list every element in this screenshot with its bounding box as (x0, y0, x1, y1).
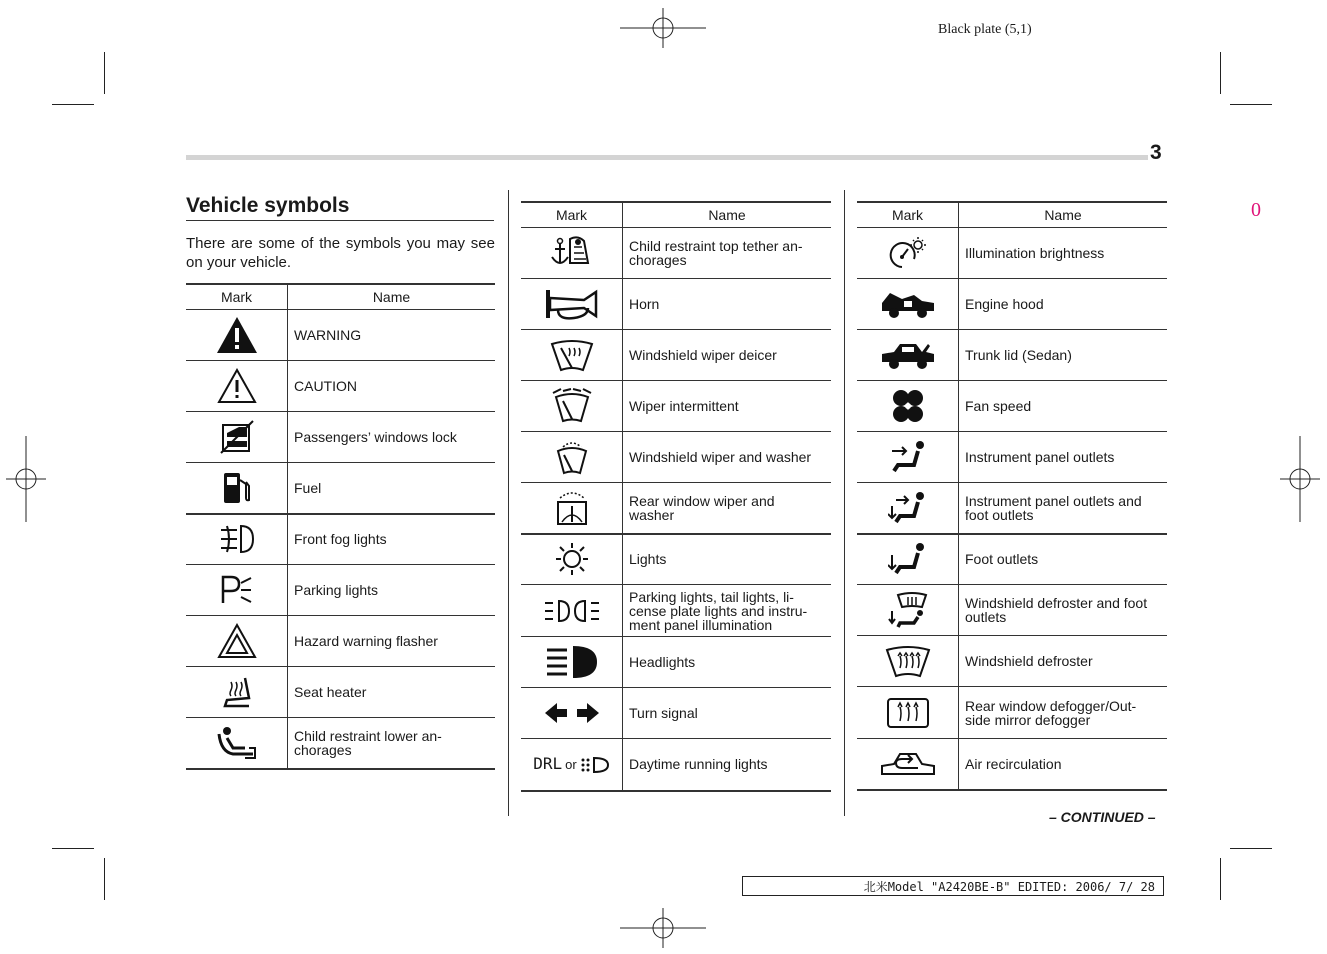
symbol-name: Horn (623, 279, 832, 330)
lights-icon (554, 541, 590, 577)
symbol-name: Rear window defogger/Out- side mirror defogger (959, 687, 1168, 739)
symbol-name: Windshield wiper deicer (623, 330, 832, 381)
crop-mark (104, 858, 105, 900)
engine-hood-icon (880, 289, 936, 319)
continued-label: – CONTINUED – (1049, 809, 1156, 825)
horn-icon (544, 286, 600, 322)
symbol-name: Foot outlets (959, 534, 1168, 585)
registration-mark-icon (620, 908, 706, 948)
child-seat-lower-anchor-icon (215, 724, 259, 762)
fan-icon (890, 388, 926, 424)
parking-tail-lights-icon (543, 599, 601, 623)
defrost-foot-icon (888, 591, 928, 629)
symbol-name: Lights (623, 534, 832, 585)
symbol-name: Windshield wiper and washer (623, 432, 832, 483)
symbol-name: Trunk lid (Sedan) (959, 330, 1168, 381)
wiper-deicer-icon (549, 338, 595, 372)
crop-mark (1220, 858, 1221, 900)
panel-foot-outlets-icon (888, 490, 928, 526)
symbol-name: Daytime running lights (623, 739, 832, 791)
rear-wiper-washer-icon (554, 490, 590, 526)
drl-icon (580, 756, 610, 774)
column-header-name: Name (959, 202, 1168, 228)
chapter-number: 3 (1150, 141, 1162, 164)
symbol-name: Child restraint lower an- chorages (288, 718, 496, 769)
front-fog-light-icon (217, 522, 257, 556)
window-lock-icon (219, 419, 255, 455)
plate-label: Black plate (5,1) (938, 22, 1032, 37)
trunk-lid-icon (880, 340, 936, 370)
column-divider (844, 190, 845, 816)
parking-light-icon (219, 573, 255, 607)
headlight-icon (545, 644, 599, 680)
windshield-defroster-icon (884, 644, 932, 678)
symbol-name: CAUTION (288, 361, 496, 412)
column-header-name: Name (288, 284, 496, 310)
symbol-name: Child restraint top tether an- chorages (623, 228, 832, 279)
column-header-mark: Mark (521, 202, 623, 228)
crop-mark (104, 52, 105, 94)
symbol-name: Rear window wiper and washer (623, 483, 832, 534)
or-text: or (565, 757, 577, 773)
wiper-washer-icon (555, 439, 589, 475)
symbol-table-1 (186, 283, 495, 770)
symbol-name: Fan speed (959, 381, 1168, 432)
rear-defogger-icon (886, 697, 930, 729)
caution-triangle-icon (217, 368, 257, 404)
intro-text: There are some of the symbols you may see on your vehicle. (186, 235, 495, 271)
symbol-name: Fuel (288, 463, 496, 514)
column-header-mark: Mark (186, 284, 288, 310)
symbol-name: Air recirculation (959, 739, 1168, 790)
turn-signal-icon (543, 701, 601, 725)
air-recirculation-icon (880, 750, 936, 778)
symbol-table-2 (521, 201, 831, 792)
symbol-name: Engine hood (959, 279, 1168, 330)
symbol-name: WARNING (288, 310, 496, 361)
symbol-table-3 (857, 201, 1167, 791)
column-header-name: Name (623, 202, 832, 228)
panel-outlets-icon (888, 439, 928, 475)
foot-outlets-icon (888, 541, 928, 577)
symbol-name: Wiper intermittent (623, 381, 832, 432)
symbol-name: Instrument panel outlets and foot outlets (959, 483, 1168, 534)
crop-mark (1230, 104, 1272, 105)
child-seat-tether-icon (548, 233, 596, 273)
column-header-mark: Mark (857, 202, 959, 228)
hazard-flasher-icon (217, 623, 257, 659)
symbol-name: Front fog lights (288, 514, 496, 565)
crop-mark (52, 848, 94, 849)
drl-text: DRL (533, 754, 563, 774)
warning-triangle-filled-icon (215, 315, 259, 355)
wiper-intermittent-icon (551, 387, 593, 425)
crop-mark (1220, 52, 1221, 94)
seat-heater-icon (219, 674, 255, 710)
crop-mark (52, 104, 94, 105)
symbol-name: Hazard warning flasher (288, 616, 496, 667)
symbol-name: Turn signal (623, 688, 832, 739)
symbol-name: Passengers’ windows lock (288, 412, 496, 463)
margin-mark: 0 (1251, 199, 1261, 221)
symbol-name: Parking lights (288, 565, 496, 616)
symbol-name: Illumination brightness (959, 228, 1168, 279)
section-title: Vehicle symbols (186, 194, 494, 221)
fuel-pump-icon (221, 470, 253, 506)
symbol-name: Windshield defroster (959, 636, 1168, 687)
registration-mark-icon (6, 436, 46, 522)
footer-edit-info: 北米Model "A2420BE-B" EDITED: 2006/ 7/ 28 (742, 876, 1164, 896)
header-rule (186, 155, 1148, 160)
symbol-name: Windshield defroster and foot outlets (959, 585, 1168, 636)
registration-mark-icon (1280, 436, 1320, 522)
symbol-name: Instrument panel outlets (959, 432, 1168, 483)
symbol-name: Headlights (623, 637, 832, 688)
column-divider (508, 190, 509, 816)
symbol-name: Parking lights, tail lights, li- cense plate lights and instru- ment panel illumination (623, 585, 832, 637)
illumination-brightness-icon (888, 235, 928, 271)
registration-mark-icon (620, 8, 706, 48)
crop-mark (1230, 848, 1272, 849)
symbol-name: Seat heater (288, 667, 496, 718)
